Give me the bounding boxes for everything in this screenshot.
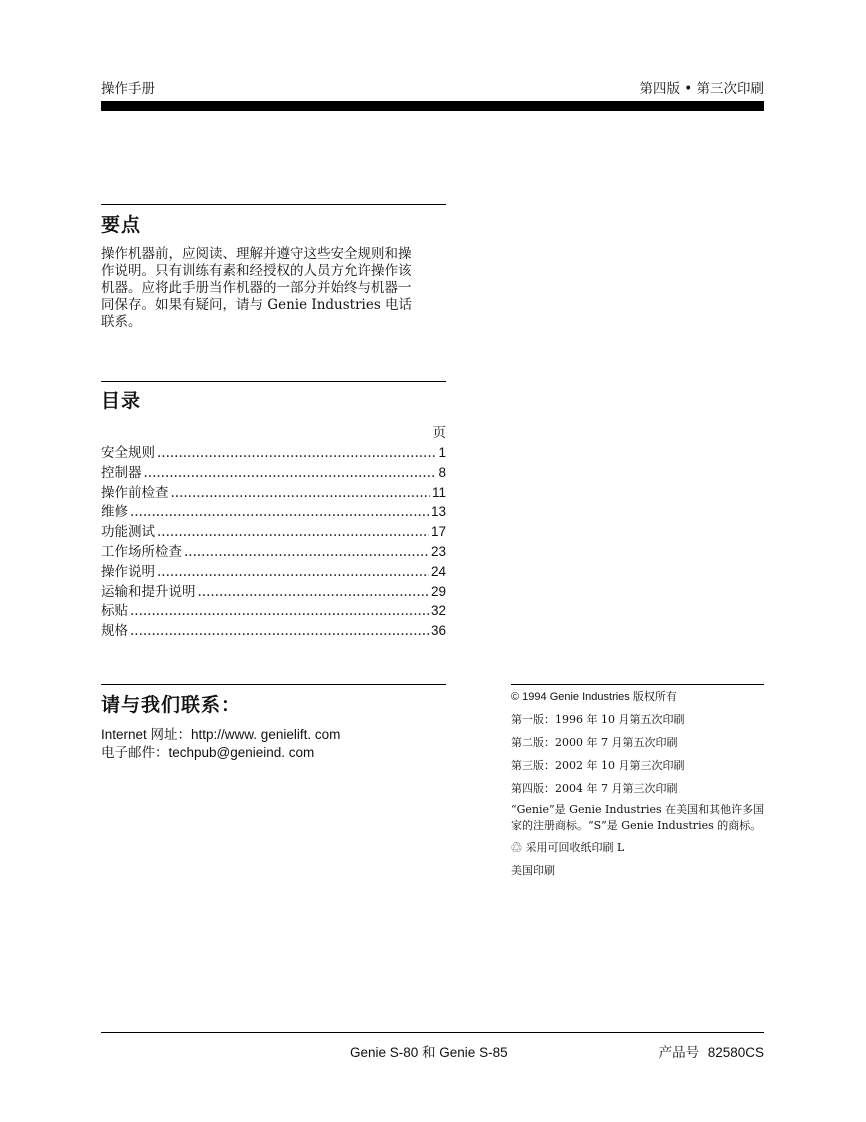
footer-rule bbox=[101, 1032, 764, 1033]
key-points-rule bbox=[101, 204, 446, 205]
toc-item-label: 操作前检查 bbox=[101, 484, 169, 501]
toc-dot-leader bbox=[157, 563, 429, 583]
toc-item-label: 安全规则 bbox=[101, 445, 155, 461]
key-points-line: 同保存。如果有疑问，请与 Genie Industries 电话 bbox=[101, 297, 413, 313]
toc-item-page: 11 bbox=[431, 484, 446, 500]
toc-item-page: 1 bbox=[438, 445, 446, 460]
toc-item-label: 规格 bbox=[101, 623, 128, 640]
contact-title: 请与我们联系： bbox=[101, 694, 242, 716]
toc-item-controls[interactable] bbox=[101, 463, 446, 483]
toc-dot-leader bbox=[157, 444, 436, 464]
toc-item-label: 运输和提升说明 bbox=[101, 583, 196, 600]
contact-rule bbox=[101, 684, 446, 685]
toc-item-function-tests[interactable] bbox=[101, 522, 446, 542]
toc-item-preoperation[interactable] bbox=[101, 483, 446, 503]
header-edition: 第四版 • 第三次印刷 bbox=[639, 81, 764, 97]
toc-dot-leader bbox=[130, 503, 429, 523]
toc-item-page: 32 bbox=[430, 603, 446, 619]
copyright-text: © 1994 Genie Industries 版权所有 bbox=[511, 691, 677, 703]
header-manual-title: 操作手册 bbox=[101, 81, 155, 97]
header-bar bbox=[101, 101, 764, 111]
toc-title: 目录 bbox=[101, 390, 142, 412]
contact-email-link[interactable]: techpub@genieind. com bbox=[168, 745, 315, 760]
toc-dot-leader bbox=[130, 622, 429, 642]
key-points-title: 要点 bbox=[101, 214, 142, 236]
toc-item-specifications[interactable] bbox=[101, 621, 446, 641]
toc-item-label: 维修 bbox=[101, 504, 128, 521]
publication-rule bbox=[511, 684, 764, 685]
toc-item-maintenance[interactable] bbox=[101, 502, 446, 522]
toc-item-label: 标贴 bbox=[101, 603, 128, 620]
toc-item-safety[interactable] bbox=[101, 443, 446, 463]
toc-dot-leader bbox=[198, 583, 429, 603]
toc-item-page: 36 bbox=[430, 623, 446, 639]
toc-item-label: 操作说明 bbox=[101, 563, 155, 580]
toc-item-page: 23 bbox=[430, 543, 446, 559]
toc-item-page: 29 bbox=[430, 583, 446, 599]
recycled-paper-text: 采用可回收纸印刷 L bbox=[525, 841, 625, 854]
key-points-line: 联系。 bbox=[101, 314, 142, 330]
toc-item-transport[interactable] bbox=[101, 582, 446, 602]
recycled-paper-line bbox=[511, 839, 624, 855]
toc-item-page: 8 bbox=[438, 464, 446, 480]
footer-part-label: 产品号 bbox=[658, 1045, 700, 1061]
toc-dot-leader bbox=[171, 484, 430, 504]
recycle-icon: ♲ bbox=[511, 841, 522, 854]
toc-page-header: 页 bbox=[432, 425, 446, 441]
key-points-line: 作说明。只有训练有素和经授权的人员方允许操作该 bbox=[101, 263, 412, 279]
footer-model: Genie S-80 和 Genie S-85 bbox=[350, 1045, 508, 1060]
toc-rule bbox=[101, 381, 446, 382]
toc-item-page: 13 bbox=[430, 504, 446, 520]
edition-line: 第一版：1996 年 10 月第五次印刷 bbox=[511, 713, 685, 726]
contact-email-line bbox=[101, 744, 340, 762]
edition-line: 第四版：2004 年 7 月第三次印刷 bbox=[511, 782, 678, 795]
edition-line: 第二版：2000 年 7 月第五次印刷 bbox=[511, 736, 678, 749]
printed-in-text: 美国印刷 bbox=[511, 864, 555, 877]
toc-item-label: 功能测试 bbox=[101, 524, 155, 541]
toc-item-label: 工作场所检查 bbox=[101, 543, 182, 560]
contact-email-label: 电子邮件： bbox=[101, 745, 169, 761]
contact-web-label: Internet 网址： bbox=[101, 727, 192, 742]
footer-part-value: 82580CS bbox=[707, 1045, 764, 1060]
key-points-text bbox=[101, 246, 446, 331]
toc-item-decals[interactable] bbox=[101, 601, 446, 621]
contact-info bbox=[101, 726, 340, 762]
key-points-line: 机器。应将此手册当作机器的一部分并始终与机器一 bbox=[101, 280, 412, 296]
footer-part-number bbox=[659, 1041, 764, 1061]
toc-item-operation[interactable] bbox=[101, 562, 446, 582]
toc-item-page: 24 bbox=[430, 563, 446, 579]
toc-item-workplace[interactable] bbox=[101, 542, 446, 562]
key-points-line: 操作机器前，应阅读、理解并遵守这些安全规则和操 bbox=[101, 246, 412, 262]
contact-web-line bbox=[101, 726, 340, 744]
toc-list bbox=[101, 423, 446, 641]
edition-line: 第三版：2002 年 10 月第三次印刷 bbox=[511, 759, 685, 772]
toc-dot-leader bbox=[184, 543, 429, 563]
toc-item-label: 控制器 bbox=[101, 464, 142, 481]
contact-web-link[interactable]: http://www. genielift. com bbox=[191, 727, 341, 742]
toc-item-page: 17 bbox=[430, 524, 446, 540]
trademark-line: 家的注册商标。“S”是 Genie Industries 的商标。 bbox=[511, 819, 762, 832]
toc-dot-leader bbox=[130, 602, 429, 622]
trademark-line: “Genie”是 Genie Industries 在美国和其他许多国 bbox=[511, 803, 765, 816]
toc-dot-leader bbox=[144, 464, 437, 484]
toc-dot-leader bbox=[157, 523, 429, 543]
publication-info bbox=[511, 688, 764, 888]
